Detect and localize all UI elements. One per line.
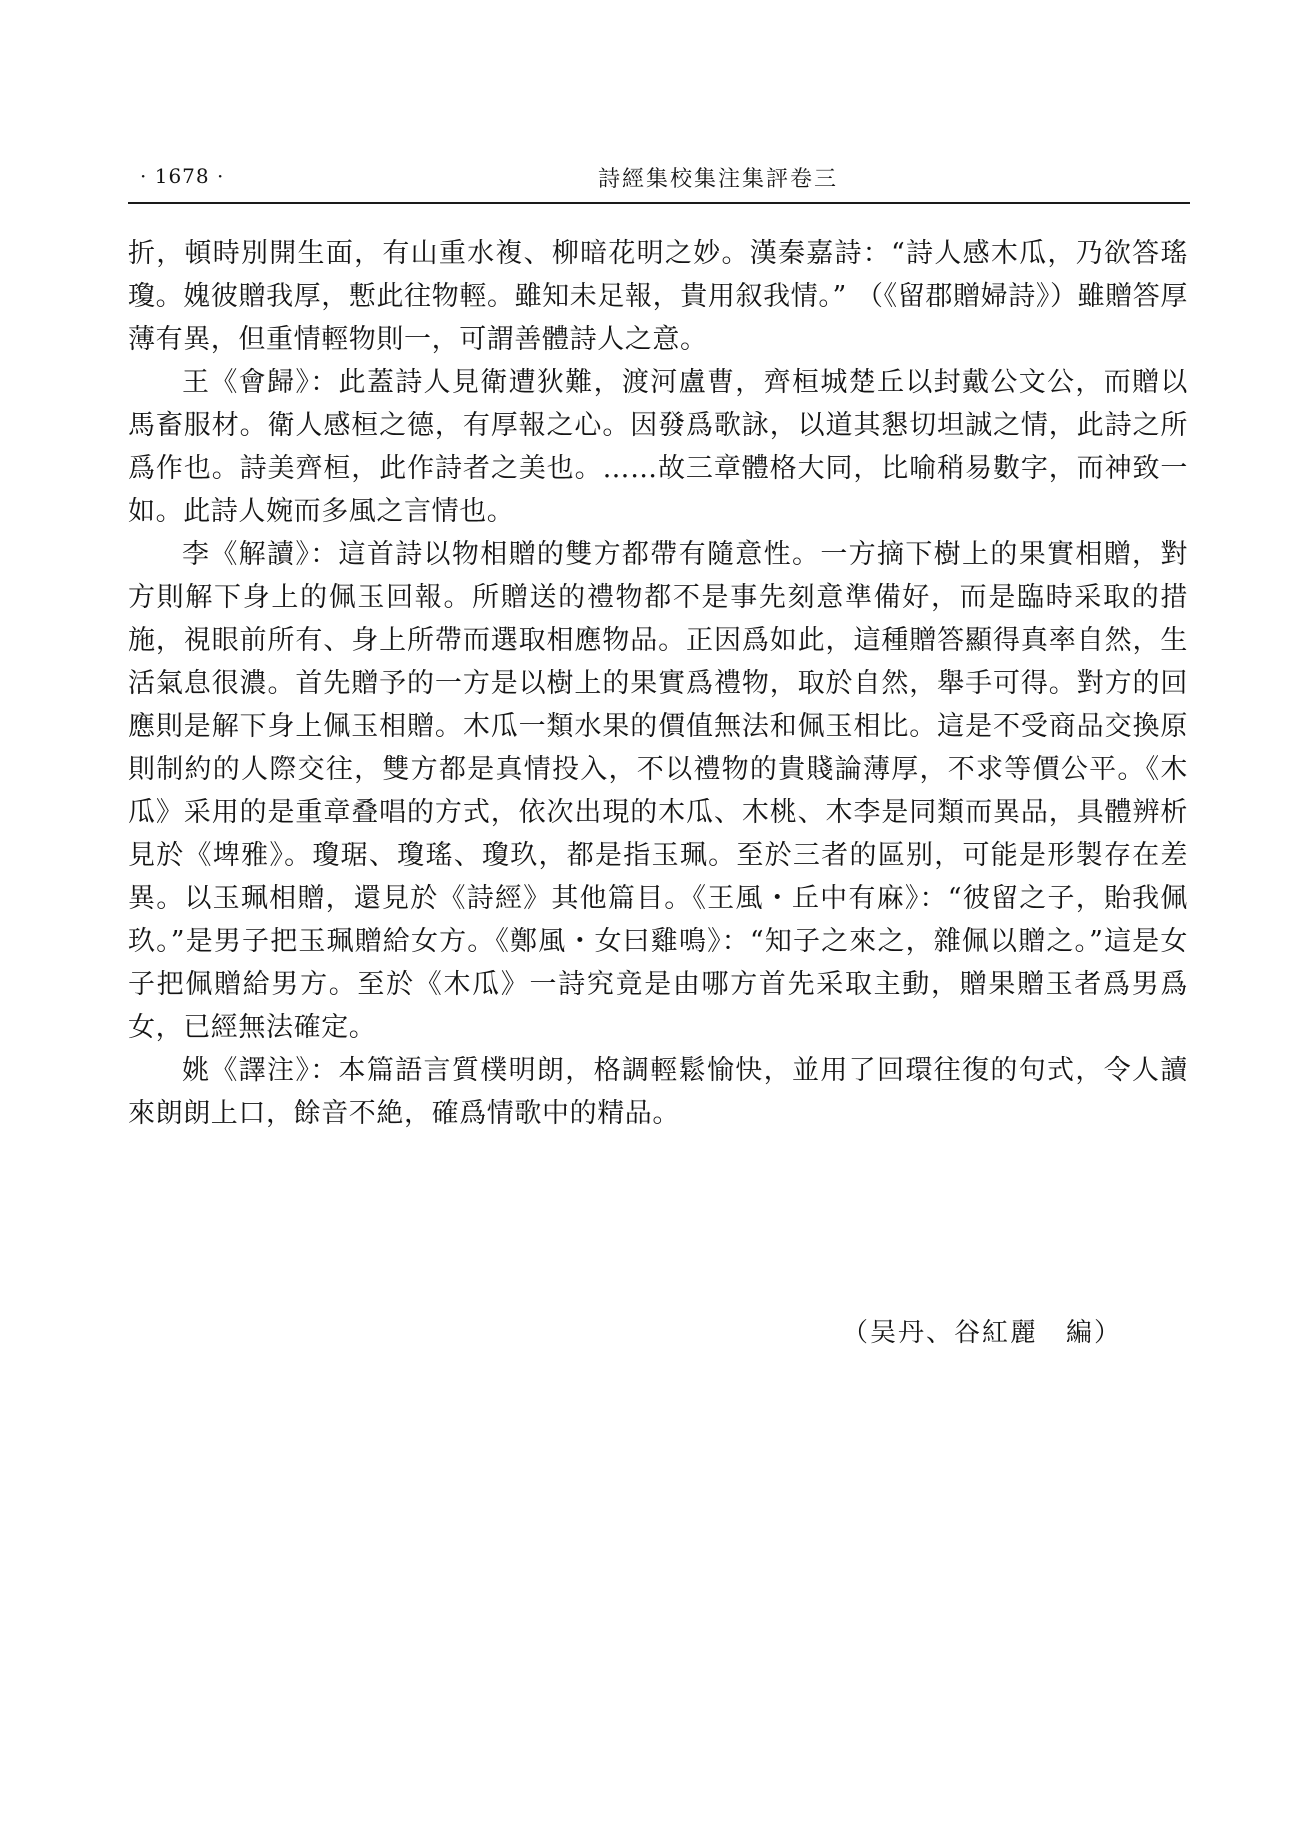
paragraph-li-jiedu: 李《解讀》：這首詩以物相贈的雙方都帶有隨意性。一方摘下樹上的果實相贈，對方則解下身上的佩玉回報。所贈送的禮物都不是事先刻意準備好，而是臨時采取的措施，視眼前所有、身上所帶而選取相應物品。正因爲如此，這種贈答顯得真率自然，生活氣息很濃。首先贈予的一方是以樹上的果實爲禮物，取於自然，舉手可得。對方的回應則是解下身上佩玉相贈。木瓜一類水果的價值無法和佩玉相比。這是不受商品交換原則制約的人際交往，雙方都是真情投入，不以禮物的貴賤論薄厚，不求等價公平。《木瓜》采用的是重章叠唱的方式，依次出現的木瓜、木桃、木李是同類而異品，具體辨析見於《埤雅》。瓊琚、瓊瑤、瓊玖，都是指玉珮。至於三者的區别，可能是形製存在差異。以玉珮相贈，還見於《詩經》其他篇目。《王風・丘中有麻》：“彼留之子，貽我佩玖。”是男子把玉珮贈給女方。《鄭風・女曰雞鳴》：“知子之來之，雜佩以贈之。”這是女子把佩贈給男方。至於《木瓜》一詩究竟是由哪方首先采取主動，贈果贈玉者爲男爲女，已經無法確定。 xyxy=(128,539,1188,1043)
paragraph-continued: 折，頓時別開生面，有山重水複、柳暗花明之妙。漢秦嘉詩：“詩人感木瓜，乃欲答瑤瓊。媿彼贈我厚，慙此往物輕。雖知未足報，貴用叙我情。” （《留郡贈婦詩》）雖贈答厚薄有異，但重情輕物則一，可謂善體詩人之意。 xyxy=(128,238,1188,355)
paragraph-wang-huigui: 王《會歸》：此蓋詩人見衛遭狄難，渡河盧曹，齊桓城楚丘以封戴公文公，而贈以馬畜服材。衛人感桓之德，有厚報之心。因發爲歌詠，以道其懇切坦誠之情，此詩之所爲作也。詩美齊桓，此作詩者之美也。……故三章體格大同，比喻稍易數字，而神致一如。此詩人婉而多風之言情也。 xyxy=(128,367,1188,527)
running-title: 詩經集校集注集評卷三 xyxy=(597,167,838,192)
paragraph-yao-yizhu: 姚《譯注》：本篇語言質樸明朗，格調輕鬆愉快，並用了回環往復的句式，令人讀來朗朗上口，餘音不絶，確爲情歌中的精品。 xyxy=(128,1055,1188,1129)
editor-byline: （吴丹、谷紅麗 編） xyxy=(841,1318,1122,1348)
header-rule xyxy=(128,202,1190,204)
body-text xyxy=(128,232,1188,1135)
page-header xyxy=(128,158,1188,198)
page-number: · 1678 · xyxy=(140,164,225,188)
